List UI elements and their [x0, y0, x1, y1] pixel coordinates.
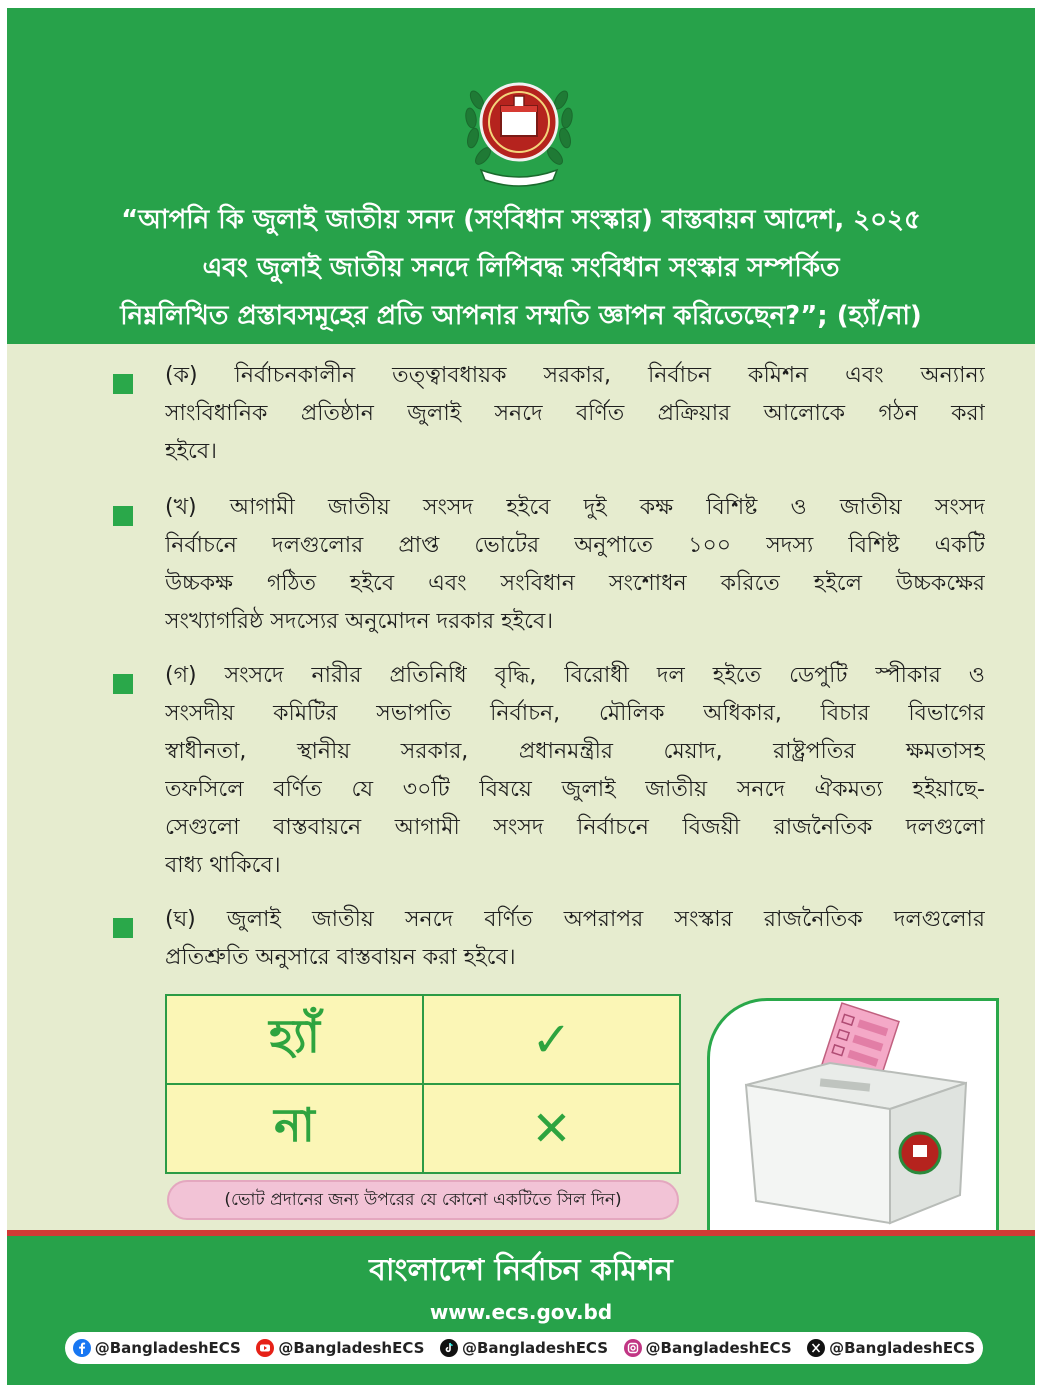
- proposal-line: (ক) নির্বাচনকালীন তত্ত্বাবধায়ক সরকার, নির্বাচন কমিশন এবং অন্যান্য: [165, 363, 985, 388]
- social-facebook[interactable]: [73, 1339, 241, 1357]
- green-square-bullet-icon: [113, 374, 133, 394]
- referendum-question-line-3: নিম্নলিখিত প্রস্তাবসমূহের প্রতি আপনার সম্মতি জ্ঞাপন করিতেছেন?”; (হ্যাঁ/না): [120, 301, 922, 331]
- proposal-line: হইবে।: [165, 439, 217, 464]
- proposal-line: সেগুলো বাস্তবায়নে আগামী সংসদ নির্বাচনে বিজয়ী রাজনৈতিক দলগুলো: [165, 815, 985, 840]
- proposal-line: সংখ্যাগরিষ্ঠ সদস্যের অনুমোদন দরকার হইবে।: [165, 609, 554, 634]
- election-commission-emblem: [459, 60, 579, 190]
- proposal-line: (গ) সংসদে নারীর প্রতিনিধি বৃদ্ধি, বিরোধী দল হইতে ডেপুটি স্পীকার ও: [165, 663, 985, 688]
- social-media-bar: [65, 1332, 983, 1364]
- yes-label[interactable]: হ্যাঁ: [269, 1008, 320, 1063]
- ballot-box-image: [710, 1001, 996, 1233]
- social-handle: @BangladeshECS: [461, 1339, 609, 1357]
- proposal-list: [7, 344, 1035, 1004]
- social-handle: @BangladeshECS: [829, 1339, 976, 1357]
- proposal-line: তফসিলে বর্ণিত যে ৩০টি বিষয়ে জুলাই জাতীয় সনদে ঐকমত্য হইয়াছে-: [165, 777, 985, 802]
- proposal-line: (খ) আগামী জাতীয় সংসদ হইবে দুই কক্ষ বিশিষ্ট ও জাতীয় সংসদ: [165, 495, 985, 520]
- youtube-icon: [256, 1339, 274, 1357]
- website-link[interactable]: www.ecs.gov.bd: [429, 1300, 613, 1324]
- social-handle: @BangladeshECS: [645, 1339, 792, 1357]
- referendum-question-line-2: এবং জুলাই জাতীয় সনদে লিপিবদ্ধ সংবিধান সংস্কার সম্পর্কিত: [202, 253, 840, 283]
- ballot-box-panel: [707, 998, 999, 1234]
- social-youtube[interactable]: [256, 1339, 424, 1357]
- organization-name: বাংলাদেশ নির্বাচন কমিশন: [369, 1253, 673, 1288]
- social-handle: @BangladeshECS: [94, 1339, 241, 1357]
- proposal-line: বাধ্য থাকিবে।: [165, 853, 281, 878]
- proposal-line: উচ্চকক্ষ গঠিত হইবে এবং সংবিধান সংশোধন করিতে হইলে উচ্চকক্ষের: [165, 571, 985, 596]
- green-square-bullet-icon: [113, 918, 133, 938]
- footer: [7, 1236, 1035, 1385]
- proposal-line: স্বাধীনতা, স্থানীয় সরকার, প্রধানমন্ত্রীর মেয়াদ, রাষ্ট্রপতির ক্ষমতাসহ: [165, 739, 985, 764]
- proposal-line: প্রতিশ্রুতি অনুসারে বাস্তবায়ন করা হইবে।: [165, 945, 516, 970]
- proposal-line: (ঘ) জুলাই জাতীয় সনদে বর্ণিত অপরাপর সংস্কার রাজনৈতিক দলগুলোর: [165, 907, 985, 932]
- social-x[interactable]: [807, 1339, 975, 1357]
- tiktok-icon: [440, 1339, 458, 1357]
- social-instagram[interactable]: [624, 1339, 792, 1357]
- green-square-bullet-icon: [113, 674, 133, 694]
- proposal-line: সাংবিধানিক প্রতিষ্ঠান জুলাই সনদে বর্ণিত প্রক্রিয়ার আলোকে গঠন করা: [165, 401, 985, 426]
- voting-instruction: (ভোট প্রদানের জন্য উপরের যে কোনো একটিতে সিল দিন): [167, 1180, 679, 1220]
- poster: [7, 8, 1035, 1385]
- social-tiktok[interactable]: [440, 1339, 608, 1357]
- referendum-question-line-1: “আপনি কি জুলাই জাতীয় সনদ (সংবিধান সংস্কার) বাস্তবায়ন আদেশ, ২০২৫: [121, 205, 921, 235]
- header: [7, 8, 1035, 344]
- no-label[interactable]: না: [274, 1097, 315, 1152]
- check-mark-icon[interactable]: ✓: [531, 1011, 572, 1068]
- social-handle: @BangladeshECS: [278, 1339, 425, 1357]
- green-square-bullet-icon: [113, 506, 133, 526]
- proposal-line: নির্বাচনে দলগুলোর প্রাপ্ত ভোটের অনুপাতে ১০০ সদস্য বিশিষ্ট একটি: [165, 533, 985, 558]
- ballot-table: [165, 994, 681, 1174]
- proposal-line: সংসদীয় কমিটির সভাপতি নির্বাচন, মৌলিক অধিকার, বিচার বিভাগের: [165, 701, 985, 726]
- x-icon: [807, 1339, 825, 1357]
- cross-mark-icon[interactable]: ✕: [531, 1100, 572, 1157]
- facebook-icon: [73, 1339, 91, 1357]
- instagram-icon: [624, 1339, 642, 1357]
